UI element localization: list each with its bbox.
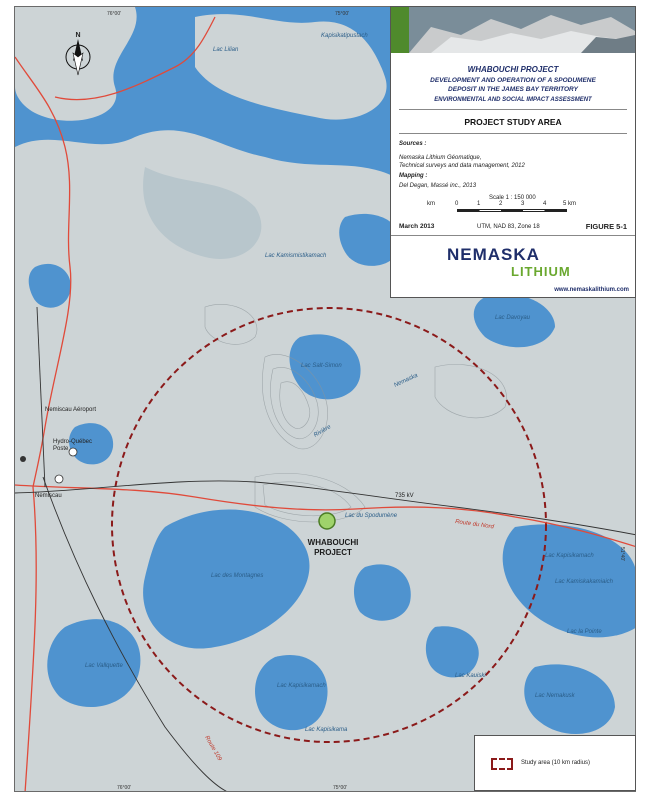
label-lac-vallquette: Lac Vallquette xyxy=(85,663,123,669)
scale-tick-3: 3 xyxy=(521,201,525,207)
label-kapisikamach: Lac Kapisikamach xyxy=(277,683,326,689)
label-nemiscau-airport: Nemiscau Aéroport xyxy=(45,407,97,413)
label-lac-la-pointe: Lac la Pointe xyxy=(567,629,602,635)
label-route-du-nord: Route du Nord xyxy=(454,519,495,531)
label-lac-davoyau: Lac Davoyau xyxy=(495,315,531,321)
lake-kapisikamach xyxy=(255,655,328,730)
project-subtitle-1: DEVELOPMENT AND OPERATION OF A SPODUMENE xyxy=(430,77,596,84)
mapping-line: Del Degan, Massé inc., 2013 xyxy=(399,183,477,189)
label-lac-des-kaps: Lac Kapisikamach xyxy=(545,553,594,559)
sources-line-2: Technical surveys and data management, 2012 xyxy=(399,163,525,169)
figure-number: FIGURE 5-1 xyxy=(585,222,627,231)
scale-bar xyxy=(457,209,567,212)
label-kapisikatipustach: Kapisikatipustach xyxy=(321,33,368,39)
legend-study-area-label: Study area (10 km radius) xyxy=(521,760,591,766)
figure-date: March 2013 xyxy=(399,223,435,230)
title-block xyxy=(390,6,636,298)
coord-right: 51°40' xyxy=(619,547,625,562)
label-lac-nemaski-east: Lac Kamiskakamiaich xyxy=(555,579,614,585)
label-route-lower: Route 109 xyxy=(203,735,223,762)
scale-unit: km xyxy=(427,201,435,207)
banner-image xyxy=(391,7,635,53)
label-riviere: Rivière xyxy=(313,424,333,439)
label-lac-lower: Lac Kapisikama xyxy=(305,727,348,733)
coord-top-2: 75°00' xyxy=(335,11,350,17)
label-nemiscau: Nemiscau xyxy=(35,493,62,499)
sources-line-1: Nemaska Lithium Géomatique, xyxy=(399,155,482,161)
label-lac-des-montagnes: Lac des Montagnes xyxy=(211,573,264,579)
label-line: 735 kV xyxy=(395,493,414,499)
assessment-title: ENVIRONMENTAL AND SOCIAL IMPACT ASSESSMENT xyxy=(434,97,592,103)
project-subtitle-2: DEPOSIT IN THE JAMES BAY TERRITORY xyxy=(448,86,578,93)
scale-tick-2: 2 xyxy=(499,201,503,207)
logo-lithium: LITHIUM xyxy=(511,264,571,279)
project-title: WHABOUCHI PROJECT xyxy=(467,65,559,74)
website-link[interactable]: www.nemaskalithium.com xyxy=(554,287,629,293)
legend xyxy=(474,735,636,791)
sources-heading: Sources : xyxy=(399,141,427,147)
label-lac-lilian: Lac Lilian xyxy=(213,47,239,53)
logo-nemaska: NEMASKA xyxy=(447,245,540,264)
scale-tick-5: 5 km xyxy=(563,201,577,207)
scale-label: Scale 1 : 150 000 xyxy=(489,195,536,201)
label-nemaska: Nemaska xyxy=(393,372,419,389)
whabouchi-marker xyxy=(319,513,335,529)
label-lac-salt-simon: Lac Salt-Simon xyxy=(301,363,342,369)
label-lac-spodumene: Lac du Spodumène xyxy=(345,513,398,519)
coord-top-1: 76°00' xyxy=(107,11,122,17)
label-hydro-quebec: Hydro-Québec xyxy=(53,439,93,445)
label-whabouchi-1: WHABOUCHI xyxy=(307,538,359,547)
label-whabouchi-2: PROJECT xyxy=(314,548,352,557)
label-lac-kamismistikamach: Lac Kamismistikamach xyxy=(265,253,327,259)
scale-tick-0: 0 xyxy=(455,201,459,207)
mapping-heading: Mapping : xyxy=(399,173,428,179)
label-kauiski: Lac Kauiski xyxy=(455,673,486,679)
coord-bot-1: 76°00' xyxy=(117,785,132,791)
legend-study-area-swatch xyxy=(491,758,513,770)
coord-bot-2: 75°00' xyxy=(333,785,348,791)
scale-tick-1: 1 xyxy=(477,201,481,207)
label-lac-stcyr: Lac Nemakusk xyxy=(535,693,575,699)
study-title: PROJECT STUDY AREA xyxy=(464,117,562,127)
svg-text:N: N xyxy=(75,32,81,39)
scale-tick-4: 4 xyxy=(543,201,547,207)
projection: UTM, NAD 83, Zone 18 xyxy=(477,224,540,230)
label-hydro-quebec-2: Poste xyxy=(53,446,69,452)
